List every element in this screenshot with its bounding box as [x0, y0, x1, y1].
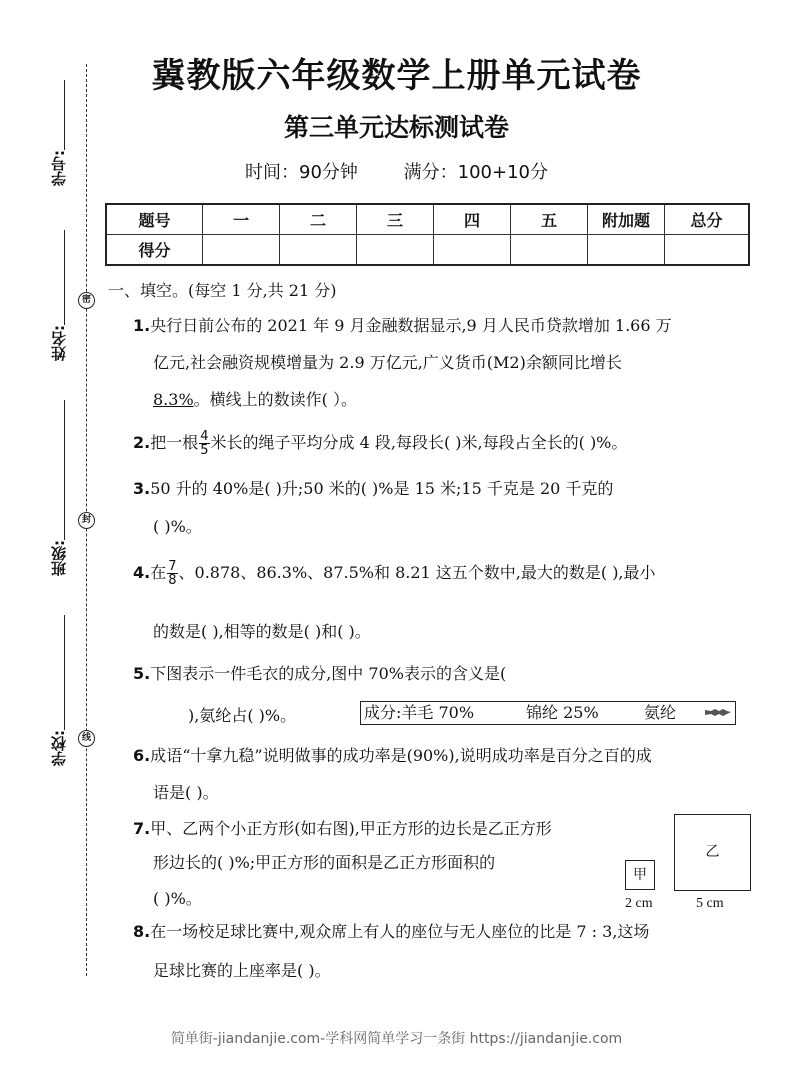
exam-time: 时间：90分钟: [245, 162, 358, 183]
page-title: 冀教版六年级数学上册单元试卷: [151, 56, 642, 96]
square-yi-size: 5 cm: [696, 896, 724, 911]
question-4: [133, 556, 656, 590]
fraction-denominator: 5: [200, 443, 209, 458]
score-table-header-row: [106, 204, 749, 235]
footer-watermark: 简单街-jiandanjie.com-学科网简单学习一条街 https://jiandanjie.com: [170, 1031, 623, 1047]
fraction-numerator: 7: [168, 559, 177, 574]
question-number: 6.: [133, 746, 151, 765]
class-label: 班级:: [50, 540, 68, 576]
question-2: [133, 426, 627, 460]
question-text: 央行日前公布的 2021 年 9 月金融数据显示,9 月人民币贷款增加 1.66 万: [150, 316, 672, 335]
question-3-line-2: ( )%。: [153, 517, 202, 536]
section-title: 一、填空。(每空 1 分,共 21 分): [108, 281, 337, 300]
answer-blank-text: 。横线上的数读作( ）。: [193, 390, 357, 409]
underlined-number: 8.3%: [153, 390, 194, 409]
score-cell[interactable]: [588, 235, 665, 266]
fraction: [199, 430, 209, 457]
table-header-cell: 一: [203, 204, 280, 235]
student-id-label: 学号:: [50, 150, 68, 186]
name-label: 姓名:: [50, 325, 68, 361]
table-header-cell: 二: [280, 204, 357, 235]
composition-nylon: 锦纶 25%: [526, 703, 599, 722]
question-6: [133, 739, 652, 773]
score-table: [105, 203, 750, 266]
question-number: 7.: [133, 819, 151, 838]
school-line[interactable]: [64, 615, 65, 730]
fraction-denominator: 8: [168, 573, 177, 588]
score-row-label: 得分: [106, 235, 203, 266]
ink-smudge-icon: [705, 708, 731, 717]
question-text: 甲、乙两个小正方形(如右图),甲正方形的边长是乙正方形: [150, 819, 552, 838]
fraction-numerator: 4: [200, 429, 209, 444]
seal-feng: 封: [78, 512, 95, 529]
question-1-line-3: [153, 387, 357, 410]
question-text: 在一场校足球比赛中,观众席上有人的座位与无人座位的比是 7 : 3,这场: [150, 922, 650, 941]
question-text-pre: 在: [150, 563, 167, 582]
question-text: 成语“十拿九稳”说明做事的成功率是(90%),说明成功率是百分之百的成: [150, 746, 652, 765]
table-header-cell: 题号: [106, 204, 203, 235]
question-text: 下图表示一件毛衣的成分,图中 70%表示的含义是(: [150, 664, 507, 683]
score-cell[interactable]: [357, 235, 434, 266]
question-number: 8.: [133, 922, 151, 941]
question-3: [133, 472, 613, 506]
score-cell[interactable]: [280, 235, 357, 266]
seal-xian: 线: [78, 730, 95, 747]
name-line[interactable]: [64, 230, 65, 325]
score-cell[interactable]: [434, 235, 511, 266]
seal-mi: 密: [78, 292, 95, 309]
question-number: 2.: [133, 433, 151, 452]
question-text: 50 升的 40%是( )升;50 米的( )%是 15 米;15 千克是 20 千克的: [150, 479, 614, 498]
square-jia: 甲: [625, 860, 655, 890]
question-8: [133, 915, 649, 949]
composition-spandex: 氨纶: [644, 703, 677, 722]
question-number: 4.: [133, 563, 151, 582]
question-6-line-2: 语是( )。: [153, 783, 219, 802]
question-number: 5.: [133, 664, 151, 683]
score-table-score-row: [106, 235, 749, 266]
question-text-post: 、0.878、86.3%、87.5%和 8.21 这五个数中,最大的数是( ),最小: [178, 563, 656, 582]
table-header-cell: 四: [434, 204, 511, 235]
school-label: 学校:: [50, 730, 68, 766]
question-text-post: 米长的绳子平均分成 4 段,每段长( )米,每段占全长的( )%。: [210, 433, 628, 452]
question-7-line-2: 形边长的( )%;甲正方形的面积是乙正方形面积的: [153, 853, 496, 872]
fraction: [167, 560, 177, 587]
class-line[interactable]: [64, 400, 65, 540]
composition-wool: 成分:羊毛 70%: [364, 703, 475, 722]
question-5-line-2: ),氨纶占( )%。: [188, 706, 297, 725]
question-4-line-2: 的数是( ),相等的数是( )和( )。: [153, 622, 371, 641]
table-header-cell: 五: [511, 204, 588, 235]
question-text-pre: 把一根: [150, 433, 199, 452]
question-8-line-2: 足球比赛的上座率是( )。: [153, 961, 331, 980]
table-header-cell: 总分: [665, 204, 750, 235]
table-header-cell: 三: [357, 204, 434, 235]
question-1: [133, 309, 672, 343]
question-7: [133, 812, 552, 846]
exam-meta: [0, 158, 793, 184]
square-yi: 乙: [674, 814, 751, 891]
question-1-line-2: 亿元,社会融资规模增量为 2.9 万亿元,广义货币(M2)余额同比增长: [153, 353, 622, 372]
score-cell[interactable]: [203, 235, 280, 266]
composition-label-box: [360, 701, 736, 725]
square-jia-size: 2 cm: [625, 896, 653, 911]
score-cell[interactable]: [665, 235, 750, 266]
question-7-line-3: ( )%。: [153, 889, 202, 908]
page-subtitle: 第三单元达标测试卷: [283, 113, 509, 142]
exam-full-score: 满分：100+10分: [403, 162, 548, 183]
question-number: 3.: [133, 479, 151, 498]
table-header-cell: 附加题: [588, 204, 665, 235]
score-cell[interactable]: [511, 235, 588, 266]
question-5: [133, 657, 506, 691]
question-number: 1.: [133, 316, 151, 335]
